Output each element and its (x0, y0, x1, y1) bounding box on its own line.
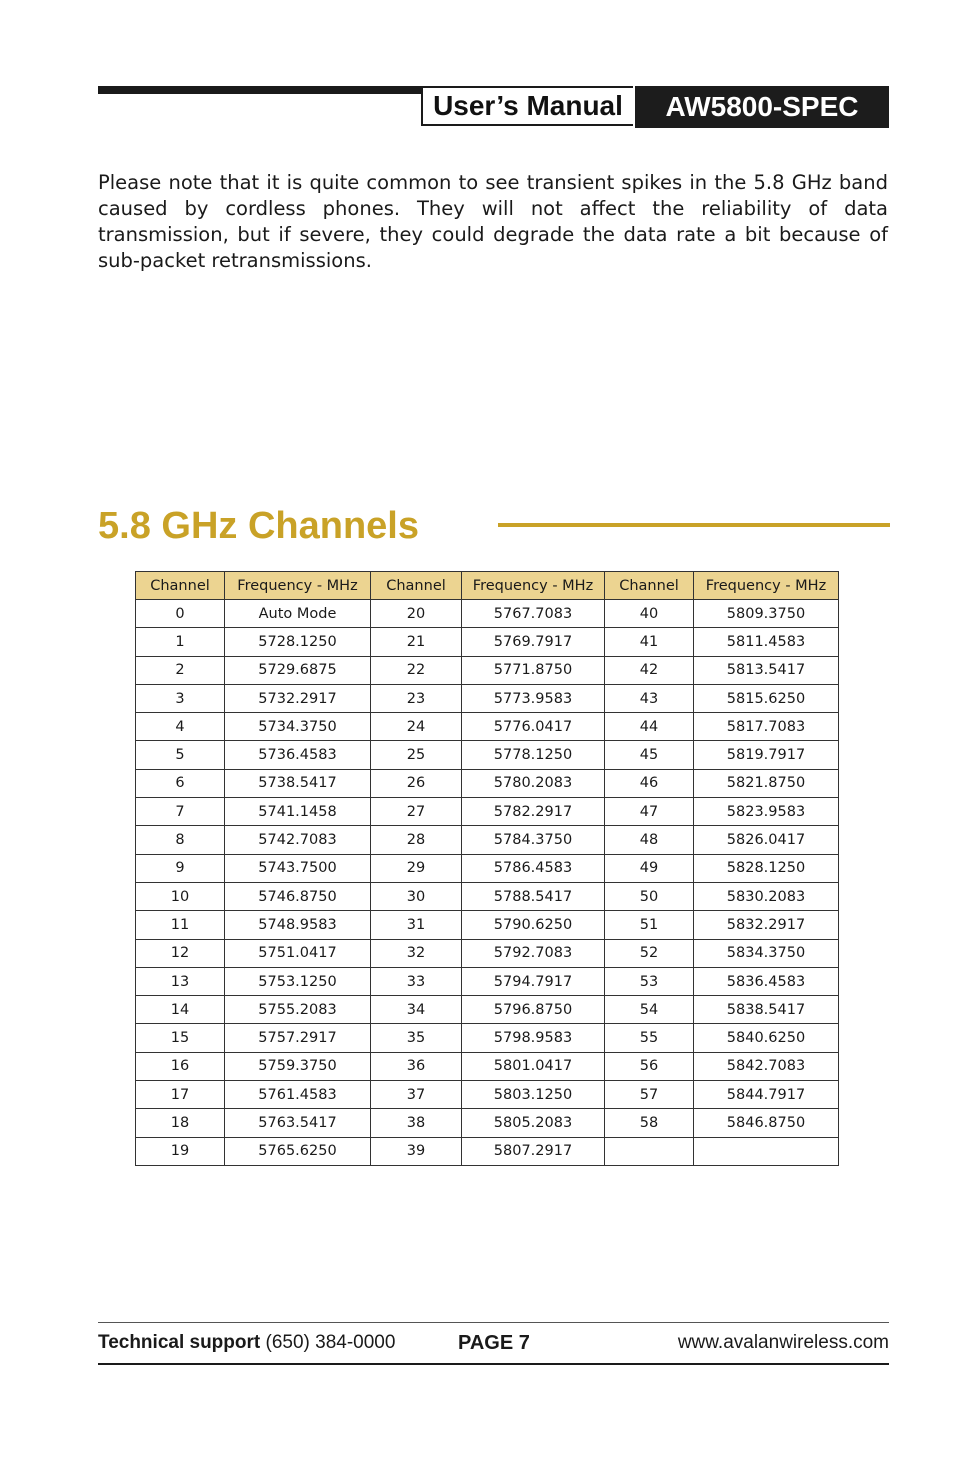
frequency-cell: 5792.7083 (462, 939, 605, 967)
channel-cell: 25 (371, 741, 462, 769)
channel-cell: 7 (136, 798, 225, 826)
frequency-cell: 5755.2083 (225, 996, 371, 1024)
channel-cell: 24 (371, 713, 462, 741)
channel-cell: 53 (605, 967, 694, 995)
column-header: Channel (605, 572, 694, 600)
channel-cell: 49 (605, 854, 694, 882)
channel-cell: 12 (136, 939, 225, 967)
channel-cell: 48 (605, 826, 694, 854)
footer-bottom-rule (98, 1363, 889, 1365)
frequency-cell: 5790.6250 (462, 911, 605, 939)
frequency-cell: Auto Mode (225, 600, 371, 628)
channel-cell: 52 (605, 939, 694, 967)
table-row (136, 713, 839, 741)
frequency-cell: 5748.9583 (225, 911, 371, 939)
channel-cell: 19 (136, 1137, 225, 1165)
column-header: Frequency - MHz (694, 572, 839, 600)
column-header: Frequency - MHz (462, 572, 605, 600)
frequency-cell: 5805.2083 (462, 1109, 605, 1137)
channel-cell: 10 (136, 882, 225, 910)
channel-cell: 54 (605, 996, 694, 1024)
table-row (136, 854, 839, 882)
table-row (136, 1137, 839, 1165)
frequency-cell: 5769.7917 (462, 628, 605, 656)
channel-cell: 56 (605, 1052, 694, 1080)
channel-cell: 30 (371, 882, 462, 910)
channel-cell: 20 (371, 600, 462, 628)
channel-cell: 44 (605, 713, 694, 741)
frequency-cell: 5782.2917 (462, 798, 605, 826)
channel-cell: 23 (371, 684, 462, 712)
frequency-cell: 5807.2917 (462, 1137, 605, 1165)
table-body (136, 600, 839, 1166)
frequency-cell: 5819.7917 (694, 741, 839, 769)
frequency-cell (694, 1137, 839, 1165)
channel-cell: 50 (605, 882, 694, 910)
frequency-cell: 5763.5417 (225, 1109, 371, 1137)
channel-cell: 14 (136, 996, 225, 1024)
channel-cell: 40 (605, 600, 694, 628)
channel-cell: 33 (371, 967, 462, 995)
frequency-cell: 5732.2917 (225, 684, 371, 712)
channel-cell: 34 (371, 996, 462, 1024)
channel-cell: 8 (136, 826, 225, 854)
channel-cell: 37 (371, 1081, 462, 1109)
frequency-cell: 5767.7083 (462, 600, 605, 628)
channel-cell: 15 (136, 1024, 225, 1052)
frequency-cell: 5729.6875 (225, 656, 371, 684)
channel-cell: 43 (605, 684, 694, 712)
frequency-cell: 5761.4583 (225, 1081, 371, 1109)
frequency-cell: 5771.8750 (462, 656, 605, 684)
table-row (136, 939, 839, 967)
footer-support (98, 1331, 395, 1355)
frequency-cell: 5832.2917 (694, 911, 839, 939)
channel-cell: 57 (605, 1081, 694, 1109)
frequency-cell: 5734.3750 (225, 713, 371, 741)
section-title: 5.8 GHz Channels (98, 505, 419, 547)
table-row (136, 741, 839, 769)
channel-cell: 5 (136, 741, 225, 769)
channel-cell: 22 (371, 656, 462, 684)
frequency-cell: 5803.1250 (462, 1081, 605, 1109)
frequency-cell: 5826.0417 (694, 826, 839, 854)
frequency-cell: 5834.3750 (694, 939, 839, 967)
channel-cell: 36 (371, 1052, 462, 1080)
channel-cell: 3 (136, 684, 225, 712)
support-phone: (650) 384-0000 (260, 1332, 396, 1353)
channel-table (135, 571, 839, 1166)
channel-cell: 35 (371, 1024, 462, 1052)
frequency-cell: 5773.9583 (462, 684, 605, 712)
table-row (136, 911, 839, 939)
table-row (136, 600, 839, 628)
frequency-cell: 5788.5417 (462, 882, 605, 910)
frequency-cell: 5753.1250 (225, 967, 371, 995)
footer-top-rule (98, 1322, 889, 1323)
frequency-cell: 5759.3750 (225, 1052, 371, 1080)
table-row (136, 628, 839, 656)
channel-cell: 58 (605, 1109, 694, 1137)
channel-cell: 13 (136, 967, 225, 995)
channel-cell: 47 (605, 798, 694, 826)
header-rule (98, 86, 423, 94)
channel-cell: 38 (371, 1109, 462, 1137)
frequency-cell: 5815.6250 (694, 684, 839, 712)
channel-cell: 41 (605, 628, 694, 656)
model-label: AW5800-SPEC (635, 86, 889, 128)
frequency-cell: 5765.6250 (225, 1137, 371, 1165)
frequency-cell: 5728.1250 (225, 628, 371, 656)
table-row (136, 826, 839, 854)
channel-cell: 18 (136, 1109, 225, 1137)
frequency-cell: 5828.1250 (694, 854, 839, 882)
channel-cell: 0 (136, 600, 225, 628)
frequency-cell: 5844.7917 (694, 1081, 839, 1109)
page-number: PAGE 7 (458, 1332, 530, 1354)
channel-cell: 32 (371, 939, 462, 967)
frequency-cell: 5741.1458 (225, 798, 371, 826)
frequency-cell: 5836.4583 (694, 967, 839, 995)
frequency-cell: 5743.7500 (225, 854, 371, 882)
frequency-cell: 5813.5417 (694, 656, 839, 684)
frequency-cell: 5823.9583 (694, 798, 839, 826)
channel-cell: 46 (605, 769, 694, 797)
channel-cell: 2 (136, 656, 225, 684)
frequency-cell: 5846.8750 (694, 1109, 839, 1137)
frequency-cell: 5746.8750 (225, 882, 371, 910)
channel-cell: 45 (605, 741, 694, 769)
column-header: Channel (136, 572, 225, 600)
table-row (136, 798, 839, 826)
channel-cell: 42 (605, 656, 694, 684)
frequency-cell: 5784.3750 (462, 826, 605, 854)
channel-cell: 55 (605, 1024, 694, 1052)
frequency-cell: 5811.4583 (694, 628, 839, 656)
column-header: Channel (371, 572, 462, 600)
channel-cell (605, 1137, 694, 1165)
frequency-cell: 5830.2083 (694, 882, 839, 910)
table-row (136, 882, 839, 910)
frequency-cell: 5801.0417 (462, 1052, 605, 1080)
frequency-cell: 5838.5417 (694, 996, 839, 1024)
frequency-cell: 5738.5417 (225, 769, 371, 797)
channel-cell: 6 (136, 769, 225, 797)
channel-cell: 17 (136, 1081, 225, 1109)
frequency-cell: 5742.7083 (225, 826, 371, 854)
frequency-cell: 5780.2083 (462, 769, 605, 797)
channel-cell: 16 (136, 1052, 225, 1080)
channel-cell: 27 (371, 798, 462, 826)
channel-cell: 51 (605, 911, 694, 939)
frequency-cell: 5842.7083 (694, 1052, 839, 1080)
column-header: Frequency - MHz (225, 572, 371, 600)
channel-cell: 1 (136, 628, 225, 656)
table-row (136, 1052, 839, 1080)
channel-cell: 4 (136, 713, 225, 741)
frequency-cell: 5817.7083 (694, 713, 839, 741)
frequency-cell: 5809.3750 (694, 600, 839, 628)
users-manual-label: User’s Manual (421, 86, 633, 126)
website-link[interactable]: www.avalanwireless.com (677, 1332, 889, 1353)
support-label: Technical support (98, 1332, 261, 1353)
table-row (136, 967, 839, 995)
table-row (136, 1081, 839, 1109)
channel-cell: 39 (371, 1137, 462, 1165)
frequency-cell: 5794.7917 (462, 967, 605, 995)
table-row (136, 684, 839, 712)
channel-cell: 9 (136, 854, 225, 882)
channel-cell: 21 (371, 628, 462, 656)
channel-cell: 26 (371, 769, 462, 797)
table-row (136, 769, 839, 797)
frequency-cell: 5778.1250 (462, 741, 605, 769)
intro-paragraph: Please note that it is quite common to see transient spikes in the 5.8 GHz band caused by cordless phones. They will not affect the reliability of data transmission, but if severe, they could degrade the data rate a bit because of sub-packet retransmissions. (98, 171, 888, 272)
frequency-cell: 5776.0417 (462, 713, 605, 741)
table-row (136, 996, 839, 1024)
channel-cell: 29 (371, 854, 462, 882)
frequency-cell: 5751.0417 (225, 939, 371, 967)
table-row (136, 1109, 839, 1137)
section-title-rule (498, 523, 890, 527)
frequency-cell: 5736.4583 (225, 741, 371, 769)
channel-cell: 31 (371, 911, 462, 939)
channel-cell: 11 (136, 911, 225, 939)
frequency-cell: 5786.4583 (462, 854, 605, 882)
table-row (136, 656, 839, 684)
frequency-cell: 5796.8750 (462, 996, 605, 1024)
frequency-cell: 5798.9583 (462, 1024, 605, 1052)
table-row (136, 1024, 839, 1052)
table-header-row (136, 572, 839, 600)
channel-cell: 28 (371, 826, 462, 854)
frequency-cell: 5840.6250 (694, 1024, 839, 1052)
frequency-cell: 5821.8750 (694, 769, 839, 797)
frequency-cell: 5757.2917 (225, 1024, 371, 1052)
